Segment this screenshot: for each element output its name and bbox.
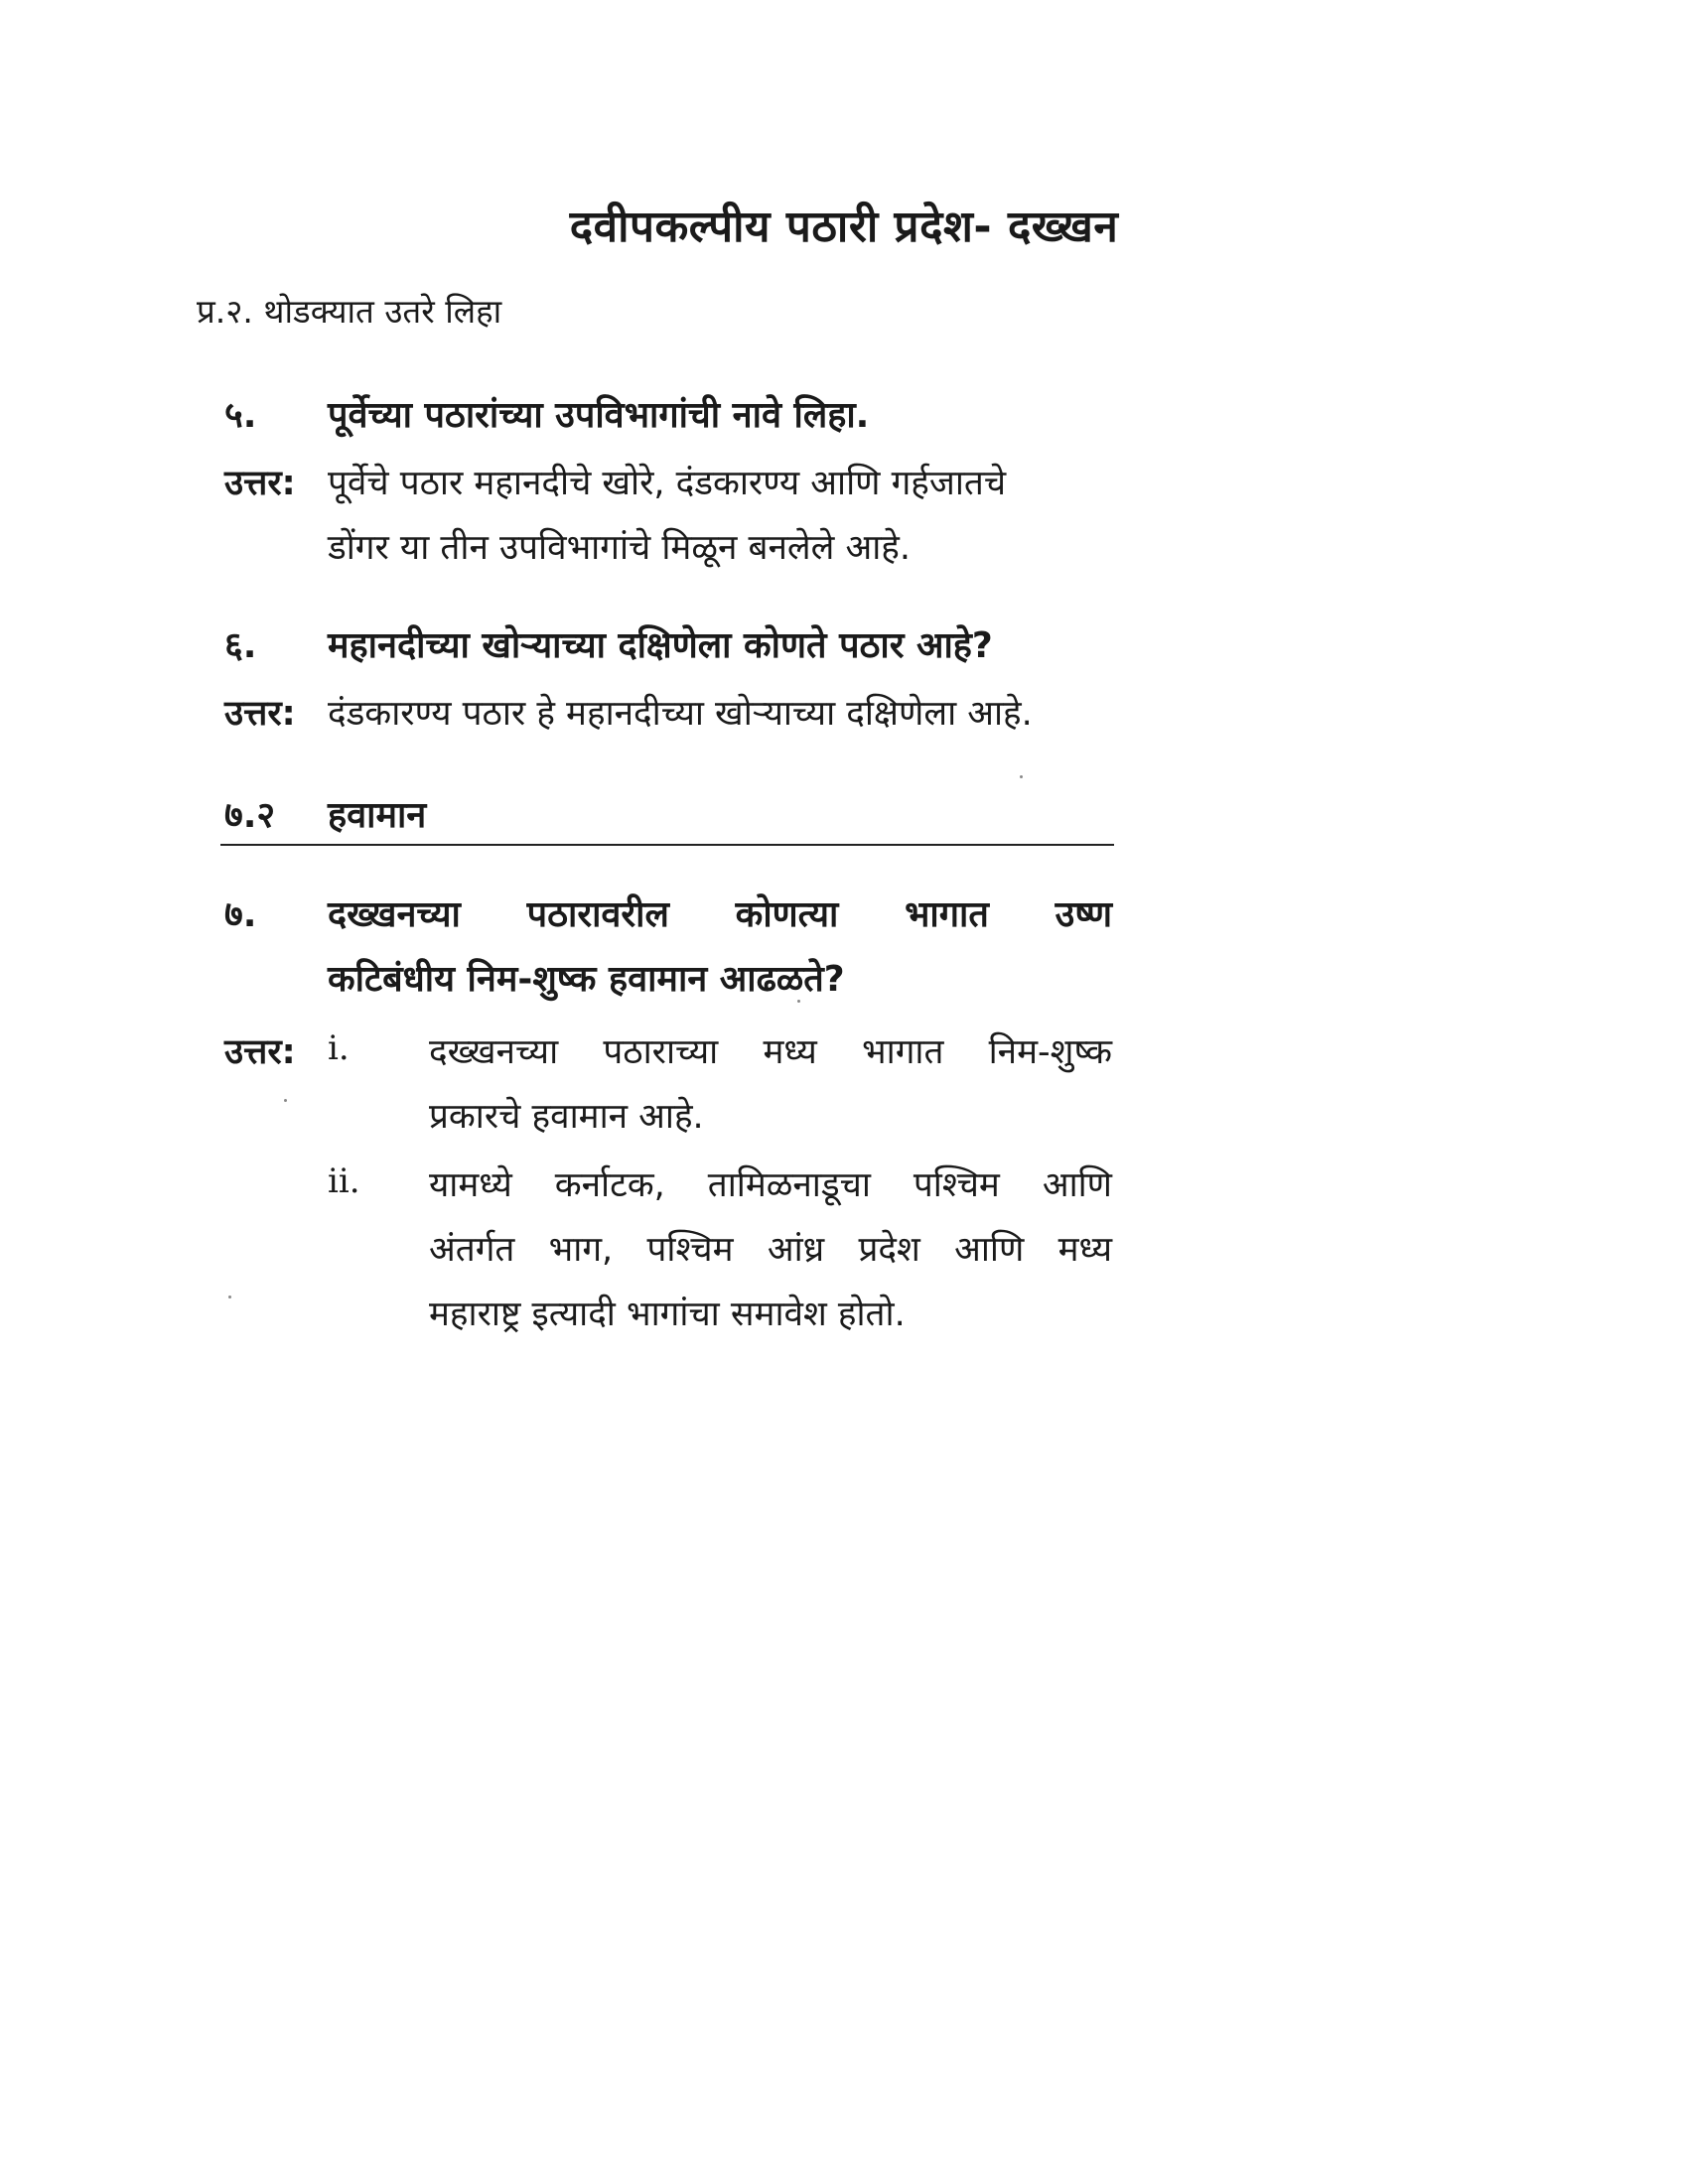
question-6-number: ६. — [224, 625, 257, 666]
point-1-label: i. — [328, 1028, 350, 1068]
section-divider — [220, 844, 1114, 846]
page-title: दवीपकल्पीय पठारी प्रदेश- दख्खन — [569, 202, 1119, 252]
answer-6-text: दंडकारण्य पठार हे महानदीच्या खोऱ्याच्या दक्षिणेला आहे. — [328, 694, 1033, 734]
section-heading — [224, 789, 426, 838]
section-name: हवामान — [328, 795, 427, 836]
answer-5-line-1: पूर्वेचे पठार महानदीचे खोरे, दंडकारण्य आणि गर्हजातचे — [328, 464, 1007, 503]
point-2-line-2: अंतर्गत भाग, पश्चिम आंध्र प्रदेश आणि मध्य — [429, 1230, 1112, 1270]
point-1-line-2: प्रकारचे हवामान आहे. — [429, 1097, 704, 1137]
question-6-text: महानदीच्या खोऱ्याच्या दक्षिणेला कोणते पठार आहे? — [328, 625, 993, 666]
answer-7-label: उत्तर: — [224, 1032, 296, 1072]
scan-speck — [284, 1099, 287, 1102]
point-2-line-3: महाराष्ट्र इत्यादी भागांचा समावेश होतो. — [429, 1295, 906, 1334]
question-7-number-row — [224, 888, 328, 937]
question-7-line-2: कटिबंधीय निम-शुष्क हवामान आढळते? — [328, 959, 845, 1000]
answer-7 — [224, 1027, 328, 1074]
point-2-label: ii. — [328, 1161, 360, 1201]
answer-6 — [224, 689, 1033, 736]
question-5 — [224, 389, 869, 438]
section-number: ७.२ — [224, 795, 276, 836]
answer-5-line-2: डोंगर या तीन उपविभागांचे मिळून बनलेले आहे. — [328, 528, 911, 568]
answer-5 — [224, 459, 1006, 505]
question-6 — [224, 619, 993, 668]
answer-6-label: उत्तर: — [224, 694, 296, 734]
scan-speck — [228, 1296, 231, 1298]
scan-speck — [1020, 775, 1023, 778]
question-5-number: ५. — [224, 395, 257, 436]
point-2-line-1: यामध्ये कर्नाटक, तामिळनाडूचा पश्चिम आणि — [429, 1165, 1112, 1205]
question-7-line-1: दख्खनच्या पठारावरील कोणत्या भागात उष्ण — [328, 894, 1112, 935]
point-1-line-1: दख्खनच्या पठाराच्या मध्य भागात निम-शुष्क — [429, 1032, 1112, 1072]
question-7-number: ७. — [224, 894, 257, 935]
question-5-text: पूर्वेच्या पठारांच्या उपविभागांची नावे लिहा. — [328, 395, 870, 436]
answer-5-label: उत्तर: — [224, 464, 296, 503]
scan-speck — [797, 1000, 800, 1003]
section-instruction: प्र.२. थोडक्यात उतरे लिहा — [197, 292, 502, 331]
